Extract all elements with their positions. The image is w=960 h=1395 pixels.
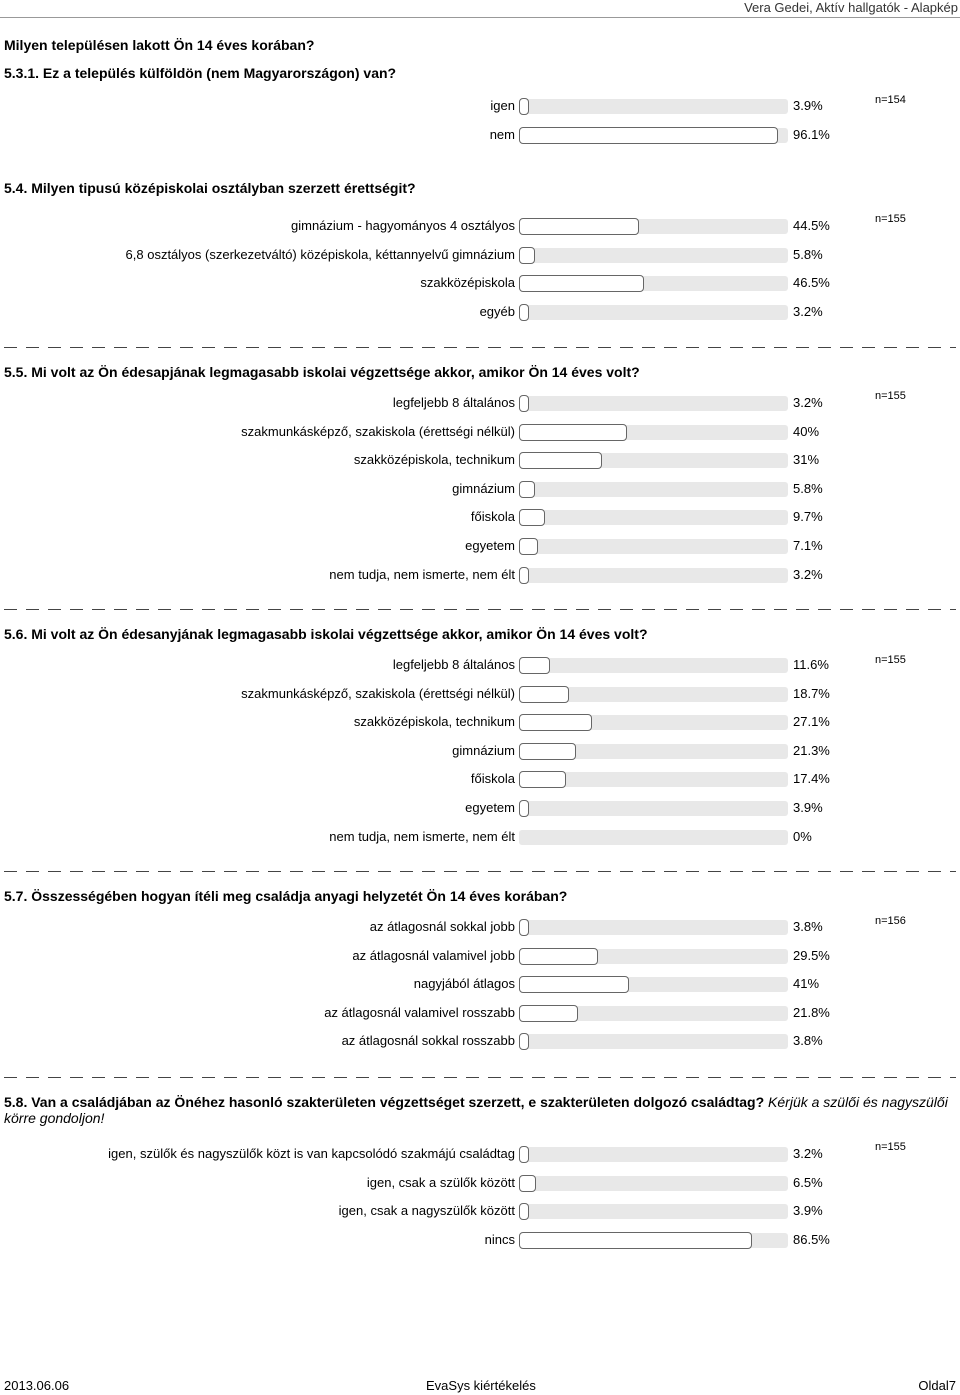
q58-title	[4, 1094, 959, 1126]
option-bar-track	[519, 1176, 788, 1191]
option-bar	[519, 714, 592, 731]
option-label: igen, szülők és nagyszülők közt is van kapcsolódó szakmájú családtag	[108, 1146, 515, 1161]
option-bar	[519, 538, 538, 555]
option-percentage: 41%	[793, 976, 820, 991]
option-bar-track	[519, 510, 788, 525]
option-label: szakmunkásképző, szakiskola (érettségi nélkül)	[241, 686, 515, 701]
option-label: az átlagosnál sokkal rosszabb	[341, 1033, 515, 1048]
option-bar	[519, 1005, 578, 1022]
option-bar-track	[519, 687, 788, 702]
option-label: nem tudja, nem ismerte, nem élt	[329, 567, 515, 582]
option-percentage: 44.5%	[793, 218, 830, 233]
option-bar-track	[519, 276, 788, 291]
option-bar	[519, 275, 644, 292]
option-bar	[519, 919, 529, 936]
option-bar	[519, 304, 529, 321]
option-percentage: 7.1%	[793, 538, 823, 553]
footer-date: 2013.06.06	[4, 1378, 70, 1393]
footer-page: Oldal7	[918, 1378, 956, 1393]
option-bar	[519, 976, 629, 993]
option-percentage: 5.8%	[793, 481, 823, 496]
q55-title: 5.5. Mi volt az Ön édesapjának legmagasabb iskolai végzettsége akkor, amikor Ön 14 éves volt?	[4, 364, 640, 380]
option-bar-track	[519, 539, 788, 554]
option-bar-track	[519, 772, 788, 787]
footer-center: EvaSys kiértékelés	[426, 1378, 536, 1393]
header-divider	[0, 17, 960, 18]
q54-n: n=155	[875, 213, 906, 225]
option-label: szakközépiskola, technikum	[353, 452, 515, 467]
option-bar-track	[519, 1147, 788, 1162]
option-bar	[519, 1203, 529, 1220]
section-divider	[4, 347, 956, 348]
option-bar-track	[519, 305, 788, 320]
option-bar	[519, 1033, 529, 1050]
option-percentage: 3.8%	[793, 919, 823, 934]
option-bar	[519, 481, 535, 498]
option-bar-track	[519, 949, 788, 964]
q56-n: n=155	[875, 654, 906, 666]
q57-title: 5.7. Összességében hogyan ítéli meg családja anyagi helyzetét Ön 14 éves korában?	[4, 888, 568, 904]
option-bar-track	[519, 715, 788, 730]
option-bar	[519, 567, 529, 584]
option-percentage: 3.2%	[793, 304, 823, 319]
option-percentage: 86.5%	[793, 1232, 830, 1247]
option-bar-track	[519, 1233, 788, 1248]
intro-question-title: Milyen településen lakott Ön 14 éves korában?	[4, 37, 315, 53]
q531-title: 5.3.1. Ez a település külföldön (nem Magyarországon) van?	[4, 65, 397, 81]
option-bar	[519, 247, 535, 264]
option-bar-track	[519, 920, 788, 935]
option-bar	[519, 452, 602, 469]
option-percentage: 3.9%	[793, 1203, 823, 1218]
option-label: gimnázium	[452, 481, 515, 496]
option-bar	[519, 743, 576, 760]
option-label: legfeljebb 8 általános	[392, 395, 515, 410]
option-bar	[519, 127, 778, 144]
option-label: igen, csak a nagyszülők között	[338, 1203, 515, 1218]
option-percentage: 29.5%	[793, 948, 830, 963]
option-label: igen, csak a szülők között	[366, 1175, 515, 1190]
option-label: egyetem	[465, 800, 515, 815]
q58-title-note: Kérjük a szülői és nagyszülői körre gondoljon!	[4, 1094, 948, 1126]
option-percentage: 3.2%	[793, 395, 823, 410]
option-percentage: 3.8%	[793, 1033, 823, 1048]
option-percentage: 21.8%	[793, 1005, 830, 1020]
option-bar-track	[519, 744, 788, 759]
option-bar	[519, 1146, 529, 1163]
option-bar-track	[519, 830, 788, 845]
option-percentage: 3.2%	[793, 1146, 823, 1161]
option-label: egyetem	[465, 538, 515, 553]
option-label: szakközépiskola	[420, 275, 515, 290]
section-divider	[4, 871, 956, 872]
option-label: főiskola	[470, 509, 515, 524]
option-percentage: 96.1%	[793, 127, 830, 142]
option-bar-track	[519, 1204, 788, 1219]
option-bar-track	[519, 658, 788, 673]
option-bar	[519, 1232, 752, 1249]
option-label: az átlagosnál valamivel jobb	[352, 948, 515, 963]
option-bar-track	[519, 99, 788, 114]
option-bar	[519, 395, 529, 412]
option-bar-track	[519, 568, 788, 583]
option-percentage: 21.3%	[793, 743, 830, 758]
option-label: nagyjából átlagos	[413, 976, 515, 991]
option-bar-track	[519, 1006, 788, 1021]
option-bar-track	[519, 801, 788, 816]
option-percentage: 27.1%	[793, 714, 830, 729]
option-percentage: 3.2%	[793, 567, 823, 582]
option-label: gimnázium	[452, 743, 515, 758]
option-label: nem tudja, nem ismerte, nem élt	[329, 829, 515, 844]
option-bar	[519, 771, 566, 788]
option-percentage: 17.4%	[793, 771, 830, 786]
option-label: szakmunkásképző, szakiskola (érettségi nélkül)	[241, 424, 515, 439]
option-bar	[519, 218, 639, 235]
option-percentage: 5.8%	[793, 247, 823, 262]
q58-n: n=155	[875, 1141, 906, 1153]
q57-n: n=156	[875, 915, 906, 927]
option-bar	[519, 948, 598, 965]
section-divider	[4, 609, 956, 610]
option-bar	[519, 657, 550, 674]
option-label: nincs	[484, 1232, 515, 1247]
option-label: főiskola	[470, 771, 515, 786]
q58-title-main: 5.8. Van a családjában az Önéhez hasonló szakterületen végzettséget szerzett, e szakterületen dolgozó családtag?	[4, 1094, 765, 1110]
option-bar-track	[519, 396, 788, 411]
option-label: igen	[490, 98, 515, 113]
q56-title: 5.6. Mi volt az Ön édesanyjának legmagasabb iskolai végzettsége akkor, amikor Ön 14 éves volt?	[4, 626, 648, 642]
option-percentage: 6.5%	[793, 1175, 823, 1190]
option-bar	[519, 424, 627, 441]
option-percentage: 46.5%	[793, 275, 830, 290]
option-bar-track	[519, 977, 788, 992]
option-percentage: 3.9%	[793, 98, 823, 113]
option-bar	[519, 686, 569, 703]
option-percentage: 0%	[793, 829, 812, 844]
option-label: az átlagosnál valamivel rosszabb	[324, 1005, 515, 1020]
option-bar-track	[519, 425, 788, 440]
option-label: nem	[489, 127, 515, 142]
option-bar-track	[519, 128, 788, 143]
option-bar	[519, 1175, 536, 1192]
option-bar-track	[519, 1034, 788, 1049]
q54-title: 5.4. Milyen tipusú középiskolai osztályban szerzett érettségit?	[4, 180, 416, 196]
option-percentage: 18.7%	[793, 686, 830, 701]
option-label: legfeljebb 8 általános	[392, 657, 515, 672]
option-percentage: 9.7%	[793, 509, 823, 524]
option-bar-track	[519, 248, 788, 263]
option-percentage: 40%	[793, 424, 820, 439]
section-divider	[4, 1077, 956, 1078]
report-header: Vera Gedei, Aktív hallgatók - Alapkép	[744, 0, 958, 15]
q55-n: n=155	[875, 390, 906, 402]
option-bar-track	[519, 482, 788, 497]
option-bar-track	[519, 219, 788, 234]
option-label: egyéb	[479, 304, 515, 319]
option-percentage: 31%	[793, 452, 820, 467]
option-percentage: 3.9%	[793, 800, 823, 815]
option-bar	[519, 509, 545, 526]
option-percentage: 11.6%	[793, 657, 829, 672]
option-bar	[519, 98, 529, 115]
option-bar-track	[519, 453, 788, 468]
q531-n: n=154	[875, 94, 906, 106]
option-label: 6,8 osztályos (szerkezetváltó) középiskola, kéttannyelvű gimnázium	[125, 247, 515, 262]
option-bar	[519, 800, 529, 817]
option-label: gimnázium - hagyományos 4 osztályos	[291, 218, 515, 233]
option-label: szakközépiskola, technikum	[353, 714, 515, 729]
option-label: az átlagosnál sokkal jobb	[369, 919, 515, 934]
